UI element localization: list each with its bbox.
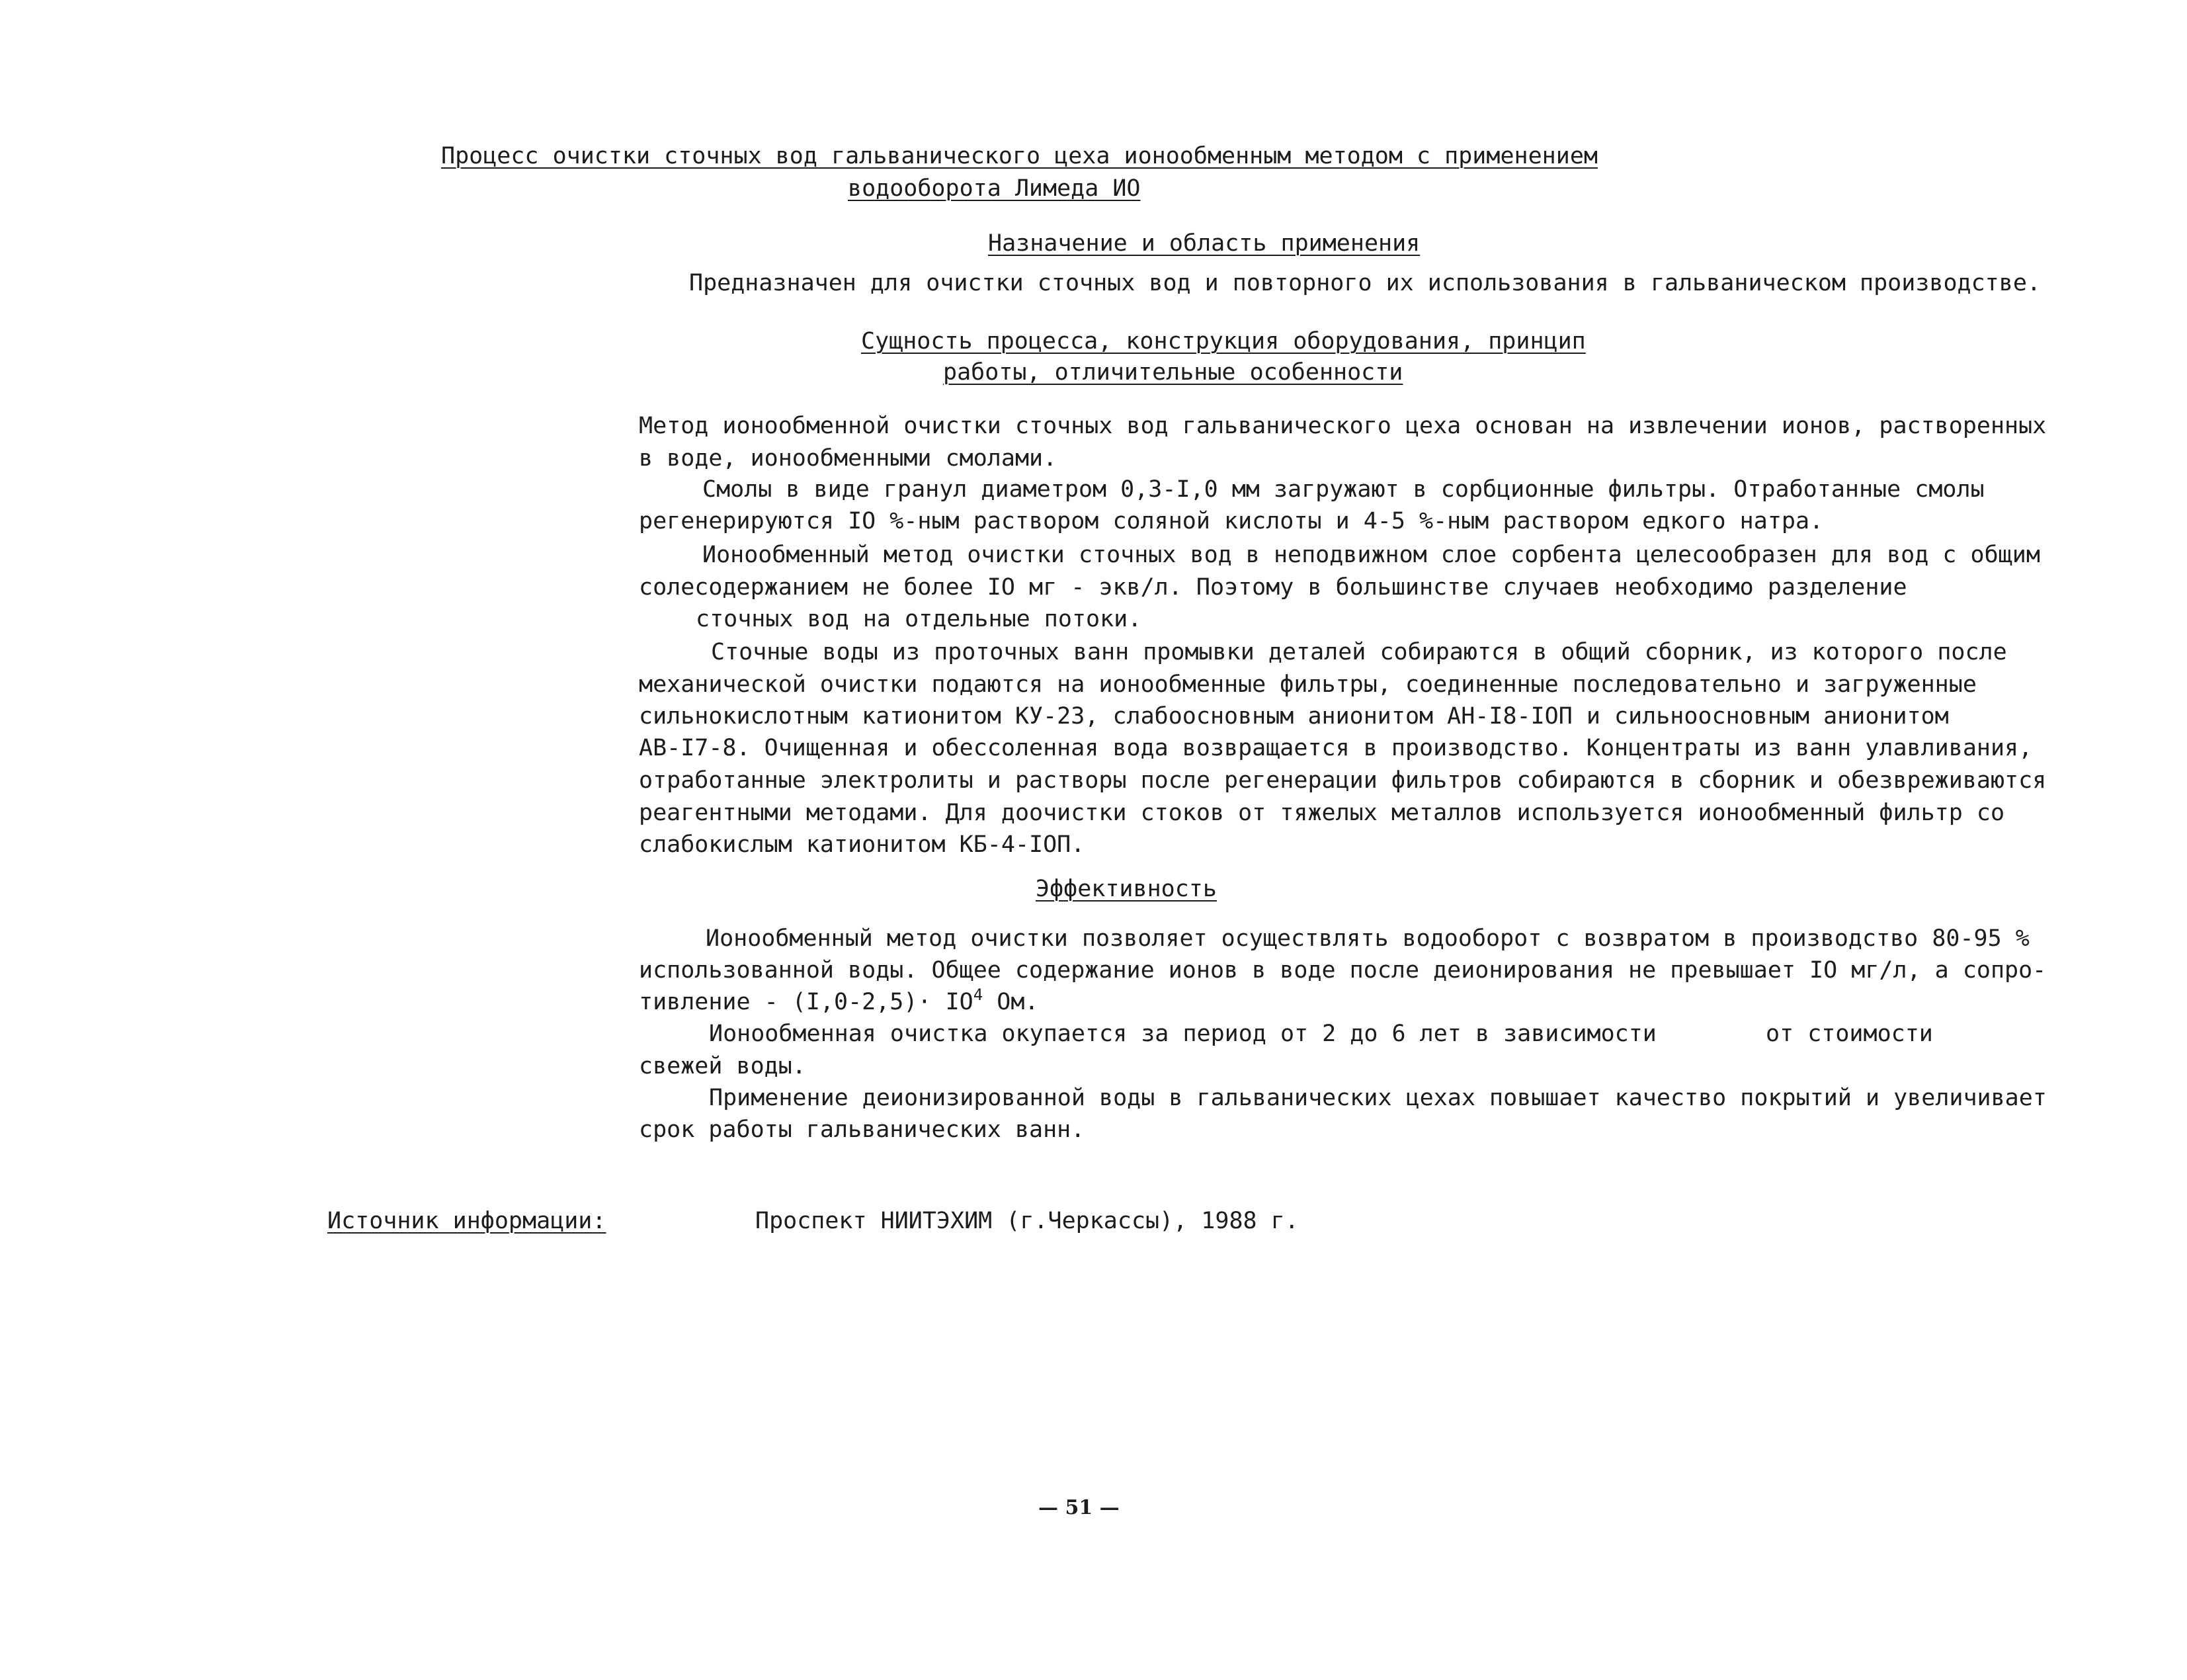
essence-paragraph-line: Сточные воды из проточных ванн промывки деталей собираются в общий сборник, из которого после: [711, 639, 2007, 665]
essence-paragraph-line: реагентными методами. Для доочистки стоков от тяжелых металлов используется ионообменный фильтр со: [639, 800, 2005, 826]
resistance-value: тивление - (I,0-2,5)· IO: [639, 989, 973, 1015]
source-label: Источник информации:: [327, 1208, 606, 1234]
essence-paragraph-line: слабокислым катионитом КБ-4-IOП.: [639, 831, 1085, 858]
essence-paragraph-line: АВ-I7-8. Очищенная и обессоленная вода возвращается в производство. Концентраты из ванн улавливания,: [639, 735, 2033, 761]
efficiency-line-6: Применение деионизированной воды в гальванических цехах повышает качество покрытий и увеличивает: [709, 1085, 2047, 1111]
essence-paragraph-line: регенерируются IO %-ным раствором соляной кислоты и 4-5 %-ным раствором едкого натра.: [639, 508, 1824, 534]
essence-paragraph-line: Метод ионообменной очистки сточных вод гальванического цеха основан на извлечении ионов, растворенных: [639, 413, 2047, 439]
essence-paragraph-line: отработанные электролиты и растворы после регенерации фильтров собираются в сборник и обезвреживаются: [639, 767, 2047, 794]
efficiency-line-5: свежей воды.: [639, 1053, 806, 1079]
essence-paragraph-line: солесодержанием не более IO мг - экв/л. Поэтому в большинстве случаев необходимо разделение: [639, 574, 1907, 601]
efficiency-line-3: [639, 987, 1038, 1017]
efficiency-line-4a: Ионообменная очистка окупается за период от 2 до 6 лет в зависимости: [709, 1021, 1657, 1047]
essence-heading-line-2: работы, отличительные особенности: [943, 359, 1403, 386]
essence-paragraph-line: сильнокислотным катионитом КУ-23, слабоосновным анионитом АН-I8-IOП и сильноосновным анионитом: [639, 703, 1949, 730]
essence-heading-line-1: Сущность процесса, конструкция оборудования, принцип: [861, 328, 1586, 355]
purpose-text: Предназначен для очистки сточных вод и повторного их использования в гальваническом производстве.: [689, 270, 2041, 296]
resistance-unit: Ом.: [983, 989, 1039, 1015]
resistance-exponent: 4: [973, 986, 983, 1004]
document-title-line-1: Процесс очистки сточных вод гальванического цеха ионообменным методом с применением: [441, 143, 1598, 169]
essence-paragraph-line: Ионообменный метод очистки сточных вод в неподвижном слое сорбента целесообразен для вод с общим: [702, 542, 2040, 568]
essence-paragraph-line: механической очистки подаются на ионообменные фильтры, соединенные последовательно и загруженные: [639, 671, 1977, 698]
essence-paragraph-line: сточных вод на отдельные потоки.: [696, 606, 1142, 632]
efficiency-line-4b: от стоимости: [1766, 1021, 1933, 1047]
efficiency-heading: Эффективность: [1036, 876, 1217, 902]
efficiency-line-7: срок работы гальванических ванн.: [639, 1116, 1085, 1143]
essence-paragraph-line: Смолы в виде гранул диаметром 0,3-I,0 мм загружают в сорбционные фильтры. Отработанные смолы: [702, 476, 1985, 503]
efficiency-line-2: использованной воды. Общее содержание ионов в воде после деионирования не превышает IO мг/л, а сопро-: [639, 957, 2047, 984]
source-text: Проспект НИИТЭХИМ (г.Черкассы), 1988 г.: [755, 1208, 1299, 1234]
document-title-line-2: водооборота Лимеда ИО: [848, 175, 1141, 202]
page-number: — 51 —: [1038, 1496, 1120, 1519]
efficiency-line-1: Ионообменный метод очистки позволяет осуществлять водооборот с возвратом в производство 80-95 %: [706, 925, 2030, 952]
essence-paragraph-line: в воде, ионообменными смолами.: [639, 445, 1057, 472]
purpose-heading: Назначение и область применения: [988, 230, 1421, 257]
